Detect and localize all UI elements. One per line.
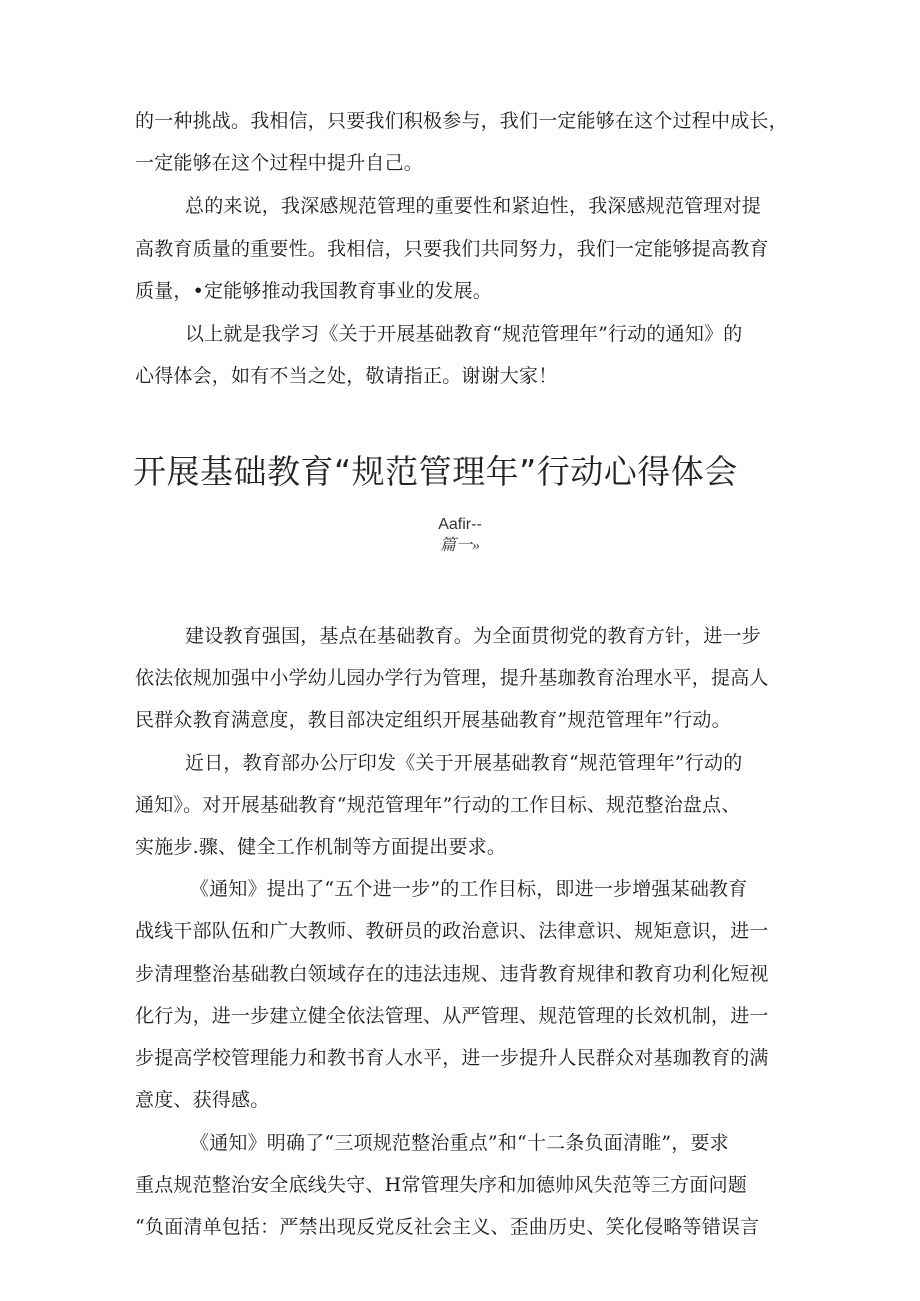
paragraph-line: “负面清单包括：严禁出现反党反社会主义、歪曲历史、笑化侵略等错误言 [135,1216,760,1238]
paragraph-line: 民群众教育满意度，教目部决定组织开展基础教育”规范管理年”行动。 [135,709,731,731]
paragraph-line: 通知》。对开展基础教育“规范管理年”行动的工作目标、规范整治盘点、 [135,794,741,816]
paragraph-line: 建设教育强国，基点在基础教育。为全面贯彻党的教育方针，进一步 [185,625,762,647]
paragraph-line: 实施步.骤、健全工作机制等方面提出要求。 [135,836,507,858]
paragraph-line: 一定能够在这个过程中提升自己。 [135,152,424,174]
paragraph-line: 《通知》明确了“三项规范整治重点”和“十二条负面清睢”，要求 [190,1132,729,1154]
paragraph-line: 以上就是我学习《关于开展基础教育“规范管理年”行动的通知》的 [185,323,743,345]
paragraph-line: 质量，•定能够推动我国教育事业的发展。 [135,280,493,302]
article-subtitle: Aafir-- [438,516,482,533]
paragraph-line: 高教育质量的重要性。我相信，只要我们共同努力，我们一定能够提高教育 [135,238,769,260]
paragraph-line: 总的来说，我深感规范管理的重要性和紧迫性，我深感规范管理对提 [185,195,762,217]
paragraph-line: 心得体会，如有不当之处，敬请指正。谢谢大家！ [135,365,558,387]
paragraph-line: 重点规范整治安全底线失守、H常管理失序和加德帅风失范等三方面问题 [135,1174,747,1196]
paragraph-line: 的一种挑战。我相信，只要我们积极参与，我们一定能够在这个过程中成长， [135,110,788,132]
article-title: 开展基础教育“规范管理年”行动心得体会 [133,452,738,491]
article-section-label: 篇一» [439,537,480,554]
paragraph-line: 战线干部队伍和广大教师、教研员的政治意识、法律意识、规矩意识，进一 [135,920,769,942]
paragraph-line: 《通知》提出了“五个进一步”的工作目标，即进一步增强某础教育 [190,878,748,900]
paragraph-line: 意度、获得感。 [135,1089,270,1111]
paragraph-line: 近日，教育部办公厅印发《关于开展基础教育“规范管理年”行动的 [185,752,743,774]
paragraph-line: 步清理整治基础教白领域存在的违法违规、违背教育规律和教育功利化短视 [135,963,769,985]
paragraph-line: 步提高学校管理能力和教书育人水平，进一步提升人民群众对基珈教育的满 [135,1047,769,1069]
paragraph-line: 化行为，进一步建立健全依法管理、从严管理、规范管理的长效机制，进一 [135,1005,769,1027]
paragraph-line: 依法依规加强中小学幼儿园办学行为管理，提升基珈教育治理水平，提高人 [135,667,769,689]
